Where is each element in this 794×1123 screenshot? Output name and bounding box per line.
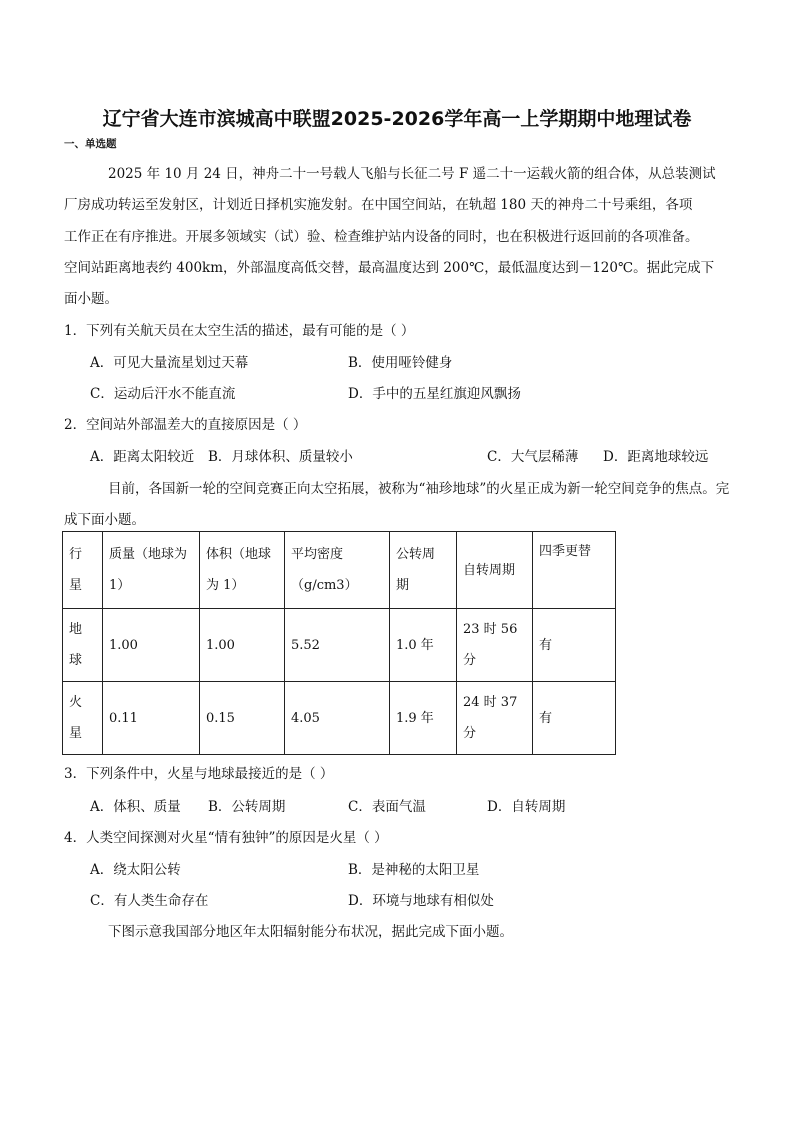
row-name-cell: 地 球 [63,609,103,682]
question-1-stem: 1．下列有关航天员在太空生活的描述，最有可能的是（ ） [64,323,415,339]
question-4-option-b: B．是神秘的太阳卫星 [348,862,480,878]
question-1-option-d: D．手中的五星红旗迎风飘扬 [348,386,521,402]
passage1-line: 2025 年 10 月 24 日，神舟二十一号载人飞船与长征二号 F 遥二十一运载火箭的组合体，从总装测试 [108,166,716,182]
table-header-row [63,532,616,609]
question-3-option-b: B．公转周期 [208,799,286,815]
density-cell: 4.05 [285,682,390,755]
page-title: 辽宁省大连市滨城高中联盟2025-2026学年高一上学期期中地理试卷 [102,108,692,130]
question-2-option-c: C．大气层稀薄 [487,449,579,465]
question-4-option-a: A．绕太阳公转 [90,862,181,878]
question-1-option-b: B．使用哑铃健身 [348,355,453,371]
question-4-option-c: C．有人类生命存在 [90,893,209,909]
header-cell: 体积（地球 为 1） [200,532,285,609]
orbit-cell: 1.9 年 [390,682,457,755]
question-2-stem: 2．空间站外部温差大的直接原因是（ ） [64,417,307,433]
rotation-cell: 23 时 56 分 [457,609,533,682]
question-4-option-d: D．环境与地球有相似处 [348,893,494,909]
seasons-cell: 有 [533,609,616,682]
orbit-cell: 1.0 年 [390,609,457,682]
header-cell: 四季更替 [533,532,616,609]
header-cell: 公转周 期 [390,532,457,609]
mass-cell: 0.11 [103,682,200,755]
passage1-line: 工作正在有序推进。开展多领域实（试）验、检查维护站内设备的同时，也在积极进行返回前的各项准备。 [64,229,699,245]
row-name-cell: 火 星 [63,682,103,755]
volume-cell: 0.15 [200,682,285,755]
question-1-option-c: C．运动后汗水不能直流 [90,386,236,402]
planet-comparison-table [62,531,616,755]
rotation-cell: 24 时 37 分 [457,682,533,755]
table-row [63,682,616,755]
header-cell: 平均密度 （g/cm3） [285,532,390,609]
density-cell: 5.52 [285,609,390,682]
passage1-line: 空间站距离地表约 400km，外部温度高低交替，最高温度达到 200℃，最低温度达到－120℃。据此完成下 [64,260,715,276]
question-1-option-a: A．可见大量流星划过天幕 [90,355,249,371]
seasons-cell: 有 [533,682,616,755]
passage3-line: 下图示意我国部分地区年太阳辐射能分布状况，据此完成下面小题。 [108,924,513,940]
passage1-line: 面小题。 [64,291,118,307]
question-2-option-d: D．距离地球较远 [603,449,709,465]
header-cell: 行 星 [63,532,103,609]
question-4-stem: 4．人类空间探测对火星“情有独钟”的原因是火星（ ） [64,830,388,846]
mass-cell: 1.00 [103,609,200,682]
volume-cell: 1.00 [200,609,285,682]
question-3-option-c: C．表面气温 [348,799,426,815]
header-cell: 质量（地球为 1） [103,532,200,609]
passage2-line: 目前，各国新一轮的空间竞赛正向太空拓展，被称为“袖珍地球”的火星正成为新一轮空间竞争的焦点。完 [108,481,730,497]
question-3-option-a: A．体积、质量 [90,799,181,815]
question-3-stem: 3．下列条件中，火星与地球最接近的是（ ） [64,766,334,782]
passage1-line: 厂房成功转运至发射区，计划近日择机实施发射。在中国空间站，在轨超 180 天的神舟二十号乘组，各项 [64,197,693,213]
passage2-line: 成下面小题。 [64,512,145,528]
section-heading: 一、单选题 [64,138,117,150]
header-cell: 自转周期 [457,532,533,609]
question-3-option-d: D．自转周期 [487,799,566,815]
question-2-option-b: B．月球体积、质量较小 [208,449,353,465]
question-2-option-a: A．距离太阳较近 [90,449,195,465]
table-row [63,609,616,682]
